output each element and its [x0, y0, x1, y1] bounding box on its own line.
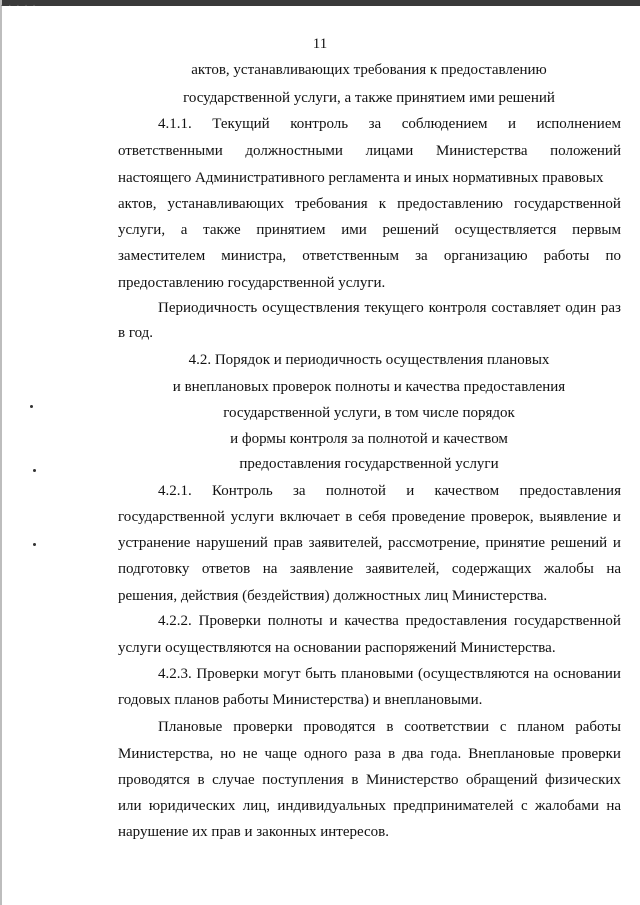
word: жалобы: [543, 561, 594, 577]
heading-4-1-tail-line-2: государственной услуги, а также принятием ими решений: [183, 90, 555, 106]
word: государственной: [514, 196, 621, 212]
word: быть: [305, 666, 337, 682]
word: 4.2.3.: [158, 666, 192, 682]
word: ответственными: [118, 143, 223, 159]
word: и: [329, 613, 338, 629]
word: в: [345, 509, 353, 525]
word: 4.2.2.: [158, 613, 192, 629]
word: могут: [263, 666, 301, 682]
word: заявителей,: [365, 561, 440, 577]
scan-speck: [33, 469, 36, 472]
word: прав: [273, 535, 303, 551]
word: плановыми: [341, 666, 414, 682]
para-periodicity-line-2: в год.: [118, 325, 154, 341]
word: выявление: [539, 509, 608, 525]
word: Периодичность: [158, 300, 258, 316]
word: за: [415, 248, 428, 264]
word: за: [368, 116, 382, 132]
word: соблюдением: [401, 116, 488, 132]
para-4-2-1-line-3: [118, 535, 621, 552]
para-4-2-3-line-1: [158, 666, 621, 683]
word: включает: [279, 509, 340, 525]
word: должностными: [245, 143, 343, 159]
word: осуществляется: [454, 222, 557, 238]
word: организацию: [443, 248, 528, 264]
word: осуществления: [262, 300, 360, 316]
word: министра,: [221, 248, 287, 264]
para-4-2-1-line-5: решения, действия (бездействия) должностных лиц Министерства.: [118, 588, 548, 604]
scan-speck: [30, 405, 33, 408]
word: заявителей,: [308, 535, 383, 551]
para-4-2-1-line-4: [118, 561, 621, 578]
heading-4-1-tail-line-1: актов, устанавливающих требования к предоставлению: [191, 62, 547, 78]
word: устранение: [118, 535, 191, 551]
word: Внеплановые: [468, 746, 555, 762]
word: требования: [295, 196, 368, 212]
word: проводятся: [303, 719, 376, 735]
word: с: [499, 719, 507, 735]
para-4-2-3-line-2: годовых планов работы Министерства) и внеплановыми.: [118, 692, 483, 708]
word: два: [402, 746, 424, 762]
word: актов,: [118, 196, 157, 212]
word: и: [406, 483, 415, 499]
heading-4-2-line-1: 4.2. Порядок и периодичность осуществления плановых: [188, 352, 550, 368]
word: себя: [358, 509, 386, 525]
word: юридических: [148, 798, 236, 814]
word: проверки: [561, 746, 621, 762]
word: содержащих: [451, 561, 532, 577]
word: первым: [572, 222, 621, 238]
word: предпринимателей: [393, 798, 514, 814]
word: услуги: [230, 509, 274, 525]
word: подготовку: [118, 561, 190, 577]
word: предоставления: [405, 613, 508, 629]
word: раз: [600, 300, 621, 316]
para-4-2-1-line-1: [158, 483, 621, 500]
word: жалобами: [534, 798, 599, 814]
word: Министерства,: [118, 746, 214, 762]
word: работы: [575, 719, 621, 735]
word: государственной: [118, 509, 225, 525]
word: на: [606, 798, 621, 814]
word: обращений: [466, 772, 538, 788]
scan-header-marks: · · · · ·: [0, 0, 37, 6]
para-4-1-1-line-4: [118, 196, 621, 213]
word: Министерства: [435, 143, 528, 159]
word: проверок,: [470, 509, 534, 525]
word: проведение: [391, 509, 466, 525]
word: полнотой: [325, 483, 386, 499]
scan-speck: [33, 543, 36, 546]
word: в: [386, 719, 394, 735]
word: но: [220, 746, 236, 762]
word: рассмотрение,: [388, 535, 480, 551]
word: заместителем: [118, 248, 206, 264]
word: и: [508, 116, 517, 132]
para-planned-line-4: [118, 798, 621, 815]
word: Министерство: [365, 772, 459, 788]
word: на: [262, 561, 278, 577]
word: проводятся: [118, 772, 190, 788]
word: Текущий: [212, 116, 270, 132]
para-4-1-1-line-2: [118, 143, 621, 160]
word: в: [197, 772, 205, 788]
word: принятием: [256, 222, 326, 238]
word: услуги,: [118, 222, 166, 238]
heading-4-2-line-2: и внеплановых проверок полноты и качества предоставления: [172, 379, 566, 395]
word: на: [533, 666, 549, 682]
heading-4-2-line-4: и формы контроля за полнотой и качеством: [230, 431, 508, 447]
word: ответов: [201, 561, 251, 577]
word: по: [605, 248, 621, 264]
word: чаще: [264, 746, 297, 762]
word: года.: [430, 746, 462, 762]
para-planned-line-2: [118, 746, 621, 763]
scan-left-border: [0, 0, 2, 905]
para-planned-line-5: нарушение их прав и законных интересов.: [118, 824, 390, 840]
word: качеством: [434, 483, 500, 499]
word: соответствии: [404, 719, 490, 735]
word: качества: [344, 613, 399, 629]
word: ответственным: [302, 248, 400, 264]
word: 4.2.1.: [158, 483, 192, 499]
word: лицами: [365, 143, 414, 159]
para-4-2-1-line-2: [118, 509, 621, 526]
heading-4-2-line-3: государственной услуги, в том числе порядок: [223, 405, 515, 421]
word: с: [520, 798, 528, 814]
word: и: [612, 509, 621, 525]
para-4-1-1-line-5: [118, 222, 621, 239]
word: составляет: [491, 300, 561, 316]
word: контроль: [290, 116, 349, 132]
word: индивидуальных: [277, 798, 386, 814]
page-number: 11: [312, 36, 328, 52]
word: лиц,: [242, 798, 271, 814]
word: решений: [550, 535, 608, 551]
heading-4-2-line-5: предоставления государственной услуги: [239, 456, 499, 472]
word: один: [565, 300, 597, 316]
word: раза: [354, 746, 382, 762]
word: контроля: [428, 300, 487, 316]
para-4-1-1-line-7: предоставлению государственной услуги.: [118, 275, 386, 291]
word: нарушений: [196, 535, 268, 551]
para-4-1-1-line-6: [118, 248, 621, 265]
word: Плановые: [158, 719, 223, 735]
word: государственной: [514, 613, 621, 629]
word: или: [118, 798, 142, 814]
word: физических: [545, 772, 621, 788]
word: случае: [212, 772, 255, 788]
word: текущего: [364, 300, 424, 316]
word: также: [203, 222, 241, 238]
word: а: [180, 222, 188, 238]
para-4-2-2-line-2: услуги осуществляются на основании распоряжений Министерства.: [118, 640, 556, 656]
word: работы: [543, 248, 590, 264]
word: не: [242, 746, 258, 762]
word: 4.1.1.: [158, 116, 192, 132]
word: Контроль: [212, 483, 273, 499]
word: планом: [517, 719, 565, 735]
word: основании: [553, 666, 621, 682]
word: принятие: [485, 535, 546, 551]
word: ими: [341, 222, 367, 238]
word: полноты: [267, 613, 323, 629]
para-planned-line-3: [118, 772, 621, 789]
word: к: [378, 196, 387, 212]
word: положений: [550, 143, 621, 159]
word: в: [351, 772, 359, 788]
para-planned-line-1: [158, 719, 621, 736]
scan-top-border: [0, 0, 640, 6]
word: предоставления: [519, 483, 621, 499]
word: поступления: [262, 772, 344, 788]
para-4-2-2-line-1: [158, 613, 621, 630]
word: исполнением: [536, 116, 621, 132]
para-4-1-1-line-1: [158, 116, 621, 133]
word: решений: [382, 222, 439, 238]
word: проверки: [233, 719, 293, 735]
word: устанавливающих: [167, 196, 284, 212]
para-periodicity-line-1: [158, 300, 621, 317]
word: в: [388, 746, 396, 762]
word: за: [293, 483, 306, 499]
word: предоставлению: [397, 196, 503, 212]
word: Проверки: [196, 666, 259, 682]
word: и: [612, 535, 621, 551]
word: Проверки: [198, 613, 261, 629]
word: одного: [303, 746, 348, 762]
word: на: [606, 561, 621, 577]
word: заявление: [289, 561, 354, 577]
word: (осуществляются: [418, 666, 530, 682]
para-4-1-1-line-3: настоящего Административного регламента и иных нормативных правовых: [118, 170, 604, 186]
